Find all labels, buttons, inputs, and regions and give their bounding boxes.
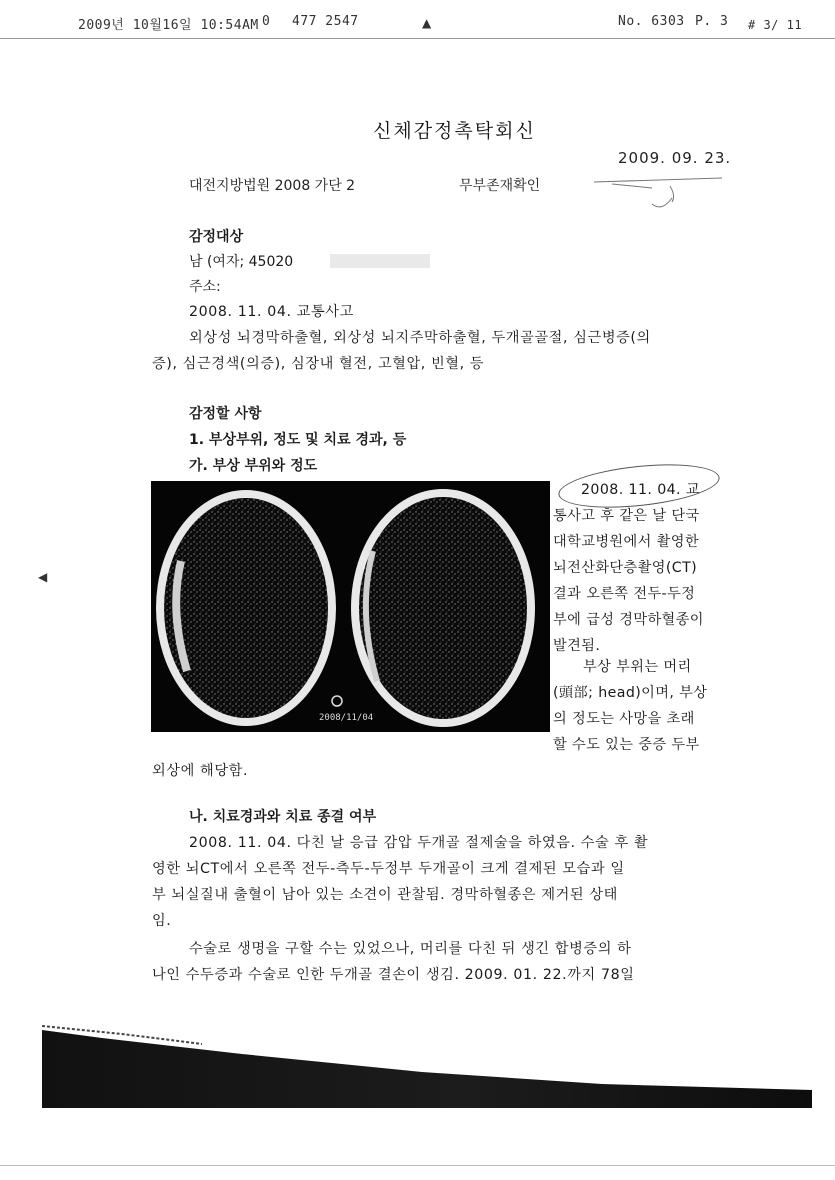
side-line-9: (頭部; head)이며, 부상: [553, 685, 708, 701]
section-b-p1-line-2: 영한 뇌CT에서 오른쪽 전두-측두-두정부 두개골이 크게 결제된 모습과 일: [152, 861, 625, 877]
side-line-6: 부에 급성 경막하혈종이: [553, 612, 704, 628]
item-1: 1. 부상부위, 정도 및 치료 경과, 등: [189, 432, 407, 448]
diagnosis-line-1: 외상성 뇌경막하출혈, 외상성 뇌지주막하출혈, 두개골골절, 심근병증(의: [189, 330, 651, 346]
fax-number: No. 6303: [618, 14, 685, 29]
side-line-7: 발견됨.: [553, 638, 601, 654]
address-label: 주소:: [189, 279, 221, 295]
section-b-p2-line-1: 수술로 생명을 구할 수는 있었으나, 머리를 다친 뒤 생긴 합병증의 하: [189, 941, 632, 957]
subject-heading: 감정대상: [189, 229, 244, 245]
ct-scan-image: [151, 481, 550, 732]
section-b-heading: 나. 치료경과와 치료 종결 여부: [189, 809, 377, 825]
fax-datetime: 2009년 10월16일 10:54AM: [78, 18, 259, 33]
document-title: 신체감정촉탁회신: [373, 120, 536, 142]
side-line-3: 대학교병원에서 촬영한: [553, 534, 699, 550]
side-line-4: 뇌전산화단층촬영(CT): [553, 560, 698, 576]
section-b-p1-line-4: 임.: [152, 913, 172, 929]
subject-person: 남 (여자; 45020: [189, 254, 294, 270]
left-arrow-icon: ◀: [38, 570, 48, 584]
diagnosis-line-2: 증), 심근경색(의증), 심장내 혈전, 고혈압, 빈혈, 등: [152, 356, 485, 372]
signature-scribble: [592, 168, 732, 220]
fax-page-count: # 3/ 11: [748, 18, 803, 32]
side-line-8: 부상 부위는 머리: [583, 659, 692, 675]
footer-rule: [0, 1165, 835, 1166]
fax-header-rule: [0, 38, 835, 39]
scan-date-label: 2008/11/04: [319, 713, 374, 723]
document-date: 2009. 09. 23.: [618, 149, 732, 167]
scan-artifact-band: [42, 1020, 812, 1110]
after-image-line: 외상에 해당함.: [152, 763, 249, 779]
fax-phone: 477 2547: [292, 14, 359, 29]
fax-phone-prefix: 0: [262, 14, 271, 29]
section-b-p2-line-2: 나인 수두증과 수술로 인한 두개골 결손이 생김. 2009. 01. 22.까지 78일: [152, 967, 635, 983]
case-number: 대전지방법원 2008 가단 2: [189, 178, 356, 194]
side-line-1: 2008. 11. 04. 교: [581, 482, 700, 498]
fax-page: P. 3: [695, 14, 729, 29]
side-line-11: 할 수도 있는 중증 두부: [553, 737, 700, 753]
section-b-p1-line-1: 2008. 11. 04. 다친 날 응급 감압 두개골 절제술을 하였음. 수술 후 촬: [189, 835, 649, 851]
side-line-2: 통사고 후 같은 날 단국: [553, 508, 700, 524]
section-b-p1-line-3: 부 뇌실질내 출혈이 남아 있는 소견이 관찰됨. 경막하혈종은 제거된 상태: [152, 887, 618, 903]
triangle-icon: ▲: [422, 16, 432, 30]
incident-date: 2008. 11. 04. 교통사고: [189, 304, 354, 320]
side-line-5: 결과 오른쪽 전두-두정: [553, 586, 696, 602]
case-name: 무부존재확인: [459, 178, 541, 194]
redaction-block: [330, 254, 430, 268]
item-1a: 가. 부상 부위와 정도: [189, 458, 318, 474]
side-line-10: 의 정도는 사망을 초래: [553, 711, 695, 727]
items-heading: 감정할 사항: [189, 406, 262, 422]
